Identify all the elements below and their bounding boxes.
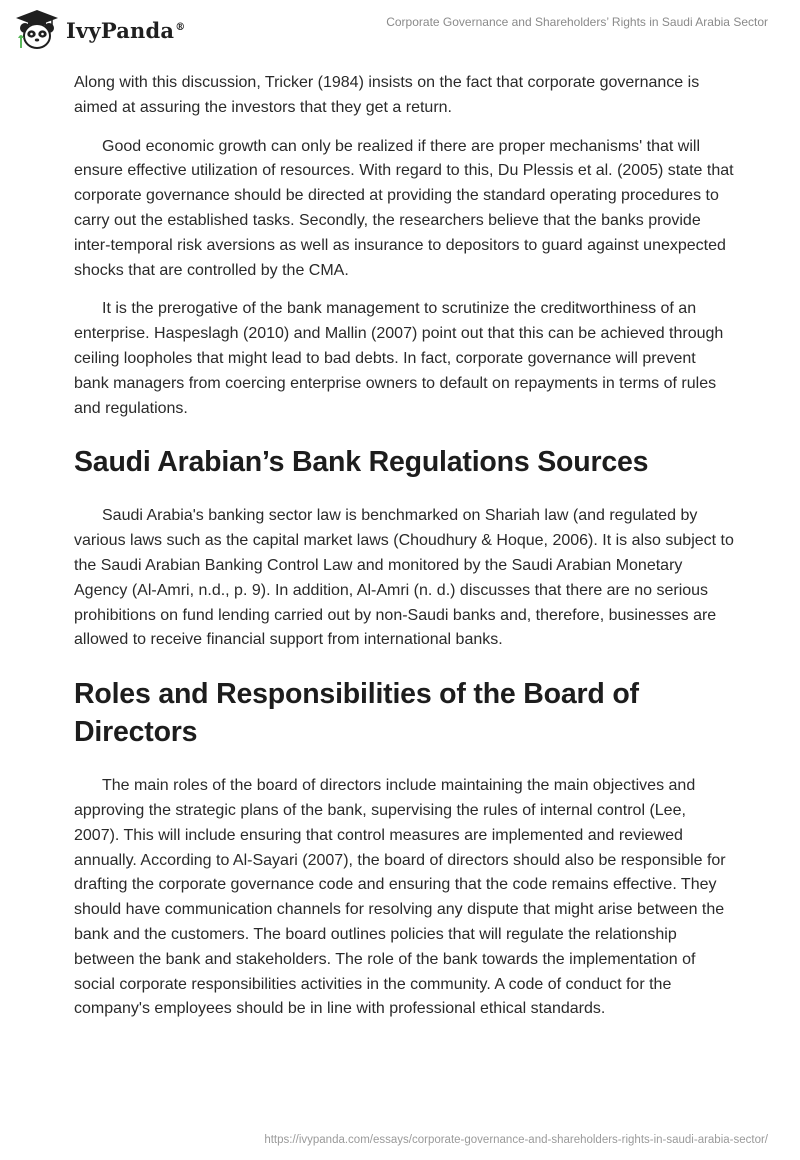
page-header xyxy=(0,0,800,60)
paragraph-board-roles: The main roles of the board of directors include maintaining the main objectives and approving the strategic plans of the bank, supervising the rules of internal control (Lee, 2007). This will include ensuring that control measures are implemented and reviewed annually. According to Al-Sayari (2007), the board of directors should also be responsible for drafting the corporate governance code and ensuring that the code remains effective. They should have communication channels for resolving any dispute that might arise between the bank and the customers. The board outlines policies that will regulate the relationship between the bank and stakeholders. The role of the bank towards the implementation of social corporate responsibilities activities in the community. A code of conduct for the company's employees should be in line with professional ethical standards. xyxy=(74,777,726,1018)
paragraph-economic-growth: Good economic growth can only be realized if there are proper mechanisms' that will ensure effective utilization of resources. With regard to this, Du Plessis et al. (2005) state that corporate governance should be directed at providing the standard operating procedures to carry out the established tasks. Secondly, the researchers believe that the banks provide inter-temporal risk aversions as well as insurance to depositors to guard against unexpected shocks that are controlled by the CMA. xyxy=(74,137,734,279)
heading-board-roles: Roles and Responsibilities of the Board of Directors xyxy=(74,678,639,749)
running-title: Corporate Governance and Shareholders’ Rights in Saudi Arabia Sector xyxy=(386,15,768,29)
panda-graduate-icon xyxy=(14,8,60,52)
ivypanda-logo[interactable] xyxy=(14,8,185,52)
source-url[interactable]: https://ivypanda.com/essays/corporate-governance-and-shareholders-rights-in-saudi-arabia-sector/ xyxy=(264,1134,768,1146)
paragraph-banking-law: Saudi Arabia's banking sector law is benchmarked on Shariah law (and regulated by various laws such as the capital market laws (Choudhury & Hoque, 2006). It is also subject to the Saudi Arabian Banking Control Law and monitored by the Saudi Arabian Monetary Agency (Al-Amri, n.d., p. 9). In addition, Al-Amri (n. d.) discusses that there are no serious prohibitions on fund lending carried out by non-Saudi banks and, therefore, businesses are allowed to receive financial support from international banks. xyxy=(74,507,734,649)
brand-text: IvyPanda xyxy=(66,17,175,43)
article-body xyxy=(74,71,734,1036)
brand-name xyxy=(66,18,185,43)
heading-bank-regulations: Saudi Arabian’s Bank Regulations Sources xyxy=(74,446,649,479)
registered-mark: ® xyxy=(175,21,186,33)
paragraph-tricker: Along with this discussion, Tricker (1984) insists on the fact that corporate governance is aimed at assuring the investors that they get a return. xyxy=(74,74,700,116)
paragraph-bank-management: It is the prerogative of the bank management to scrutinize the creditworthiness of an enterprise. Haspeslagh (2010) and Mallin (2007) point out that this can be achieved through ceiling loopholes that might lead to bad debts. In fact, corporate governance will prevent bank managers from coercing enterprise owners to default on repayments in terms of rules and regulations. xyxy=(74,300,724,417)
